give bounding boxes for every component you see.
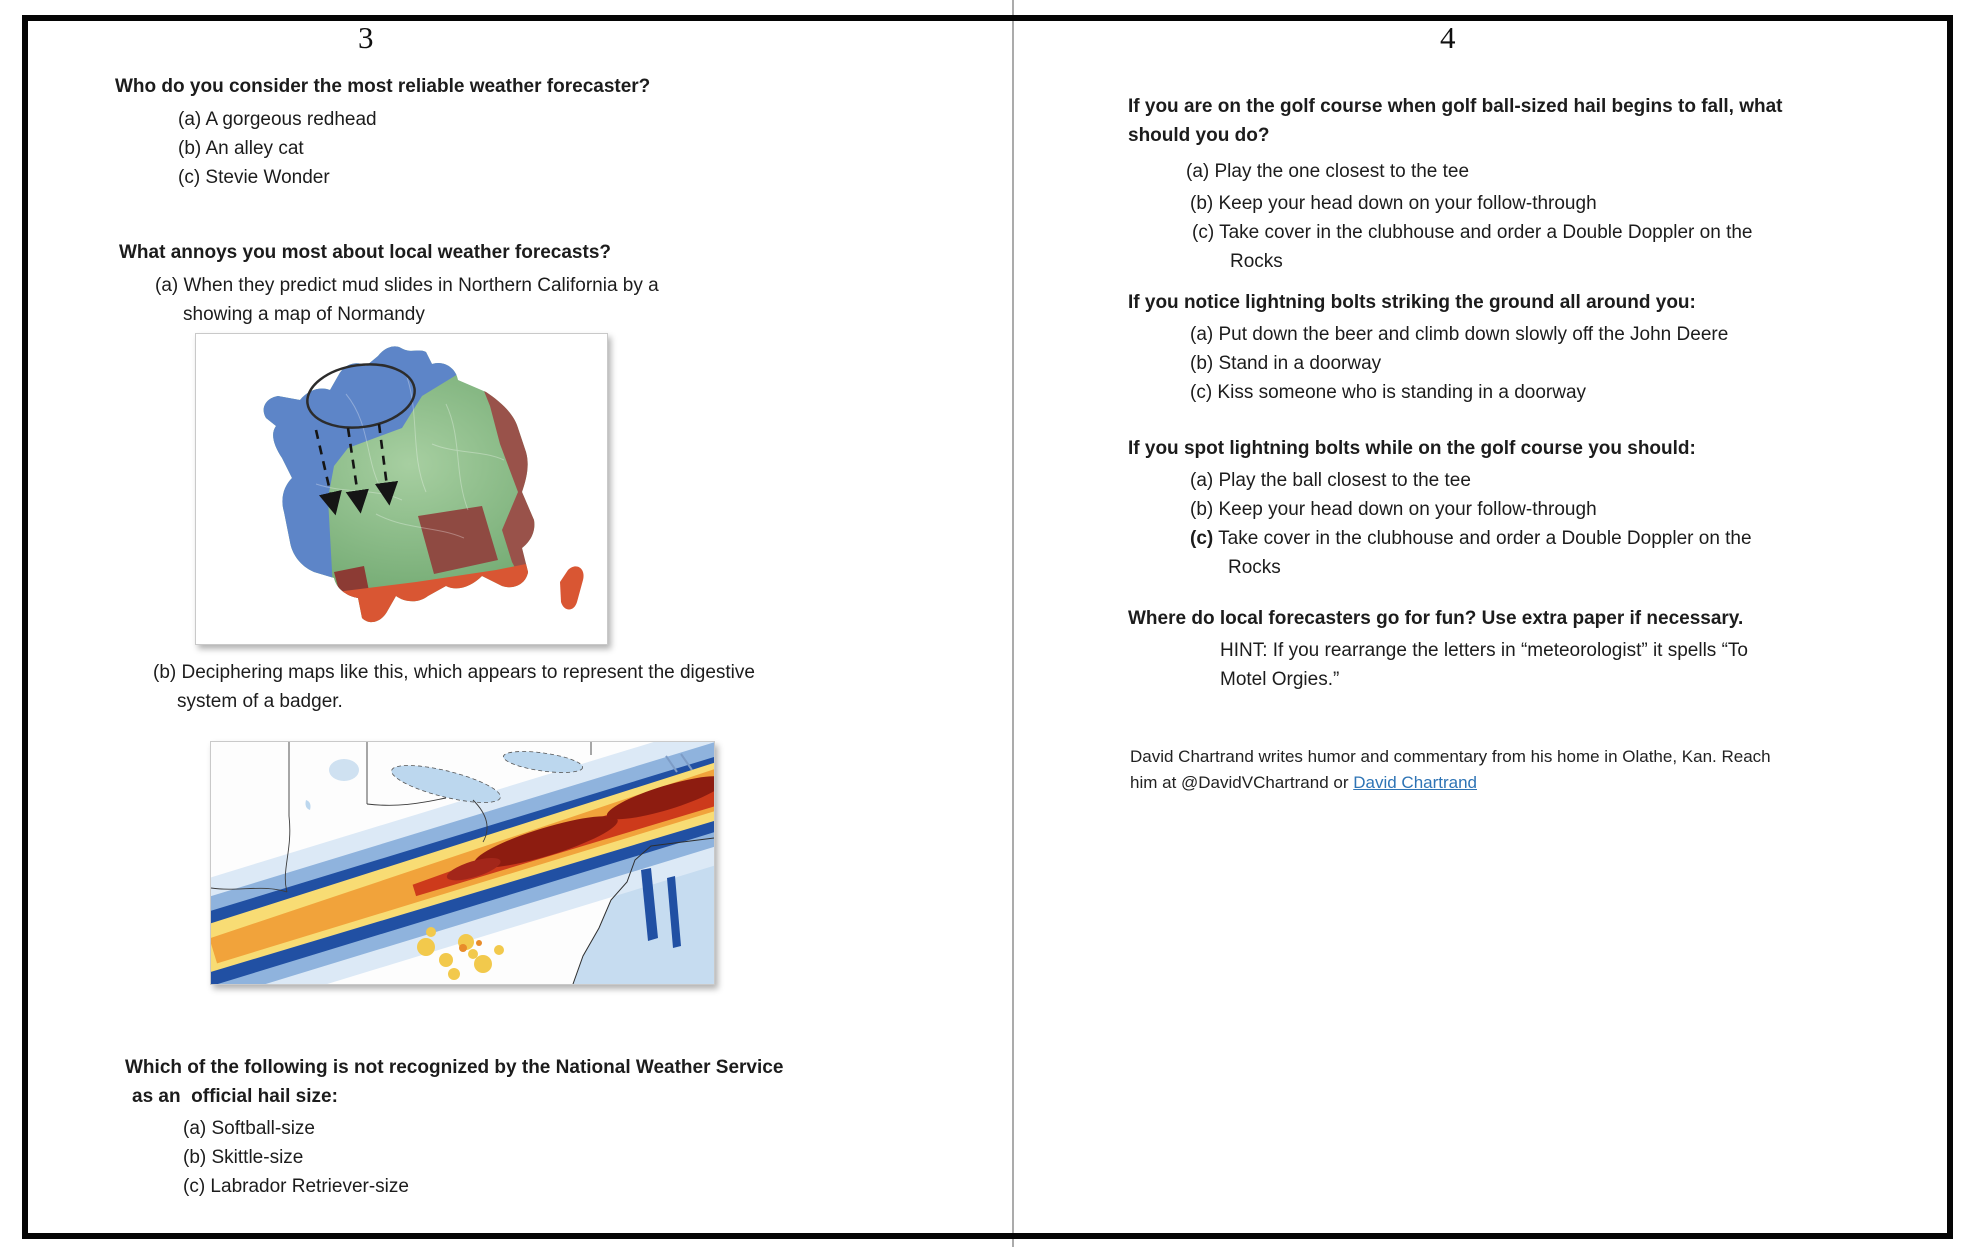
option-text: Take cover in the clubhouse and order a Double Doppler on the [1213, 528, 1752, 549]
question-heading: Which of the following is not recognized by the National Weather Service [125, 1057, 784, 1078]
page-number-left: 3 [358, 20, 374, 55]
option-marker-bold: (c) [1190, 528, 1214, 549]
answer-option: (b) An alley cat [178, 138, 304, 159]
radar-map-figure [210, 741, 715, 985]
france-map [196, 334, 607, 644]
answer-option: (a) A gorgeous redhead [178, 109, 377, 130]
answer-option: (b) Keep your head down on your follow-through [1190, 193, 1597, 214]
answer-option-continuation: Rocks [1230, 251, 1283, 272]
answer-option-continuation: Rocks [1228, 557, 1281, 578]
question-heading: If you are on the golf course when golf ball-sized hail begins to fall, what [1128, 96, 1783, 117]
question-heading: Who do you consider the most reliable weather forecaster? [115, 76, 651, 97]
answer-option: (a) Put down the beer and climb down slowly off the John Deere [1190, 324, 1729, 345]
byline-prefix: him at @DavidVChartrand or [1130, 773, 1354, 792]
byline-text: David Chartrand writes humor and commentary from his home in Olathe, Kan. Reach [1130, 747, 1771, 766]
answer-option: (b) Stand in a doorway [1190, 353, 1382, 374]
page-divider [1012, 0, 1014, 1247]
author-byline [1130, 744, 1771, 796]
question-heading: What annoys you most about local weather forecasts? [119, 242, 611, 263]
question-block-forecaster-fun [1128, 604, 1748, 694]
answer-option: (c) Take cover in the clubhouse and order a Double Doppler on the [1192, 222, 1753, 243]
answer-option: (b) Deciphering maps like this, which appears to represent the digestive [153, 662, 755, 683]
question-block-lightning-golf [1128, 434, 1752, 582]
question-heading: If you spot lightning bolts while on the golf course you should: [1128, 438, 1696, 459]
answer-option [1190, 524, 1752, 553]
author-link[interactable]: David Chartrand [1353, 773, 1478, 792]
option-block-badger [119, 658, 755, 716]
question-heading-continuation: should you do? [1128, 125, 1270, 146]
page-number-right: 4 [1440, 20, 1456, 55]
answer-option: (a) When they predict mud slides in Northern California by a [155, 275, 659, 296]
answer-option: (a) Play the one closest to the tee [1186, 161, 1470, 182]
answer-option-continuation: system of a badger. [177, 691, 343, 712]
radar-map [211, 742, 714, 984]
question-heading-continuation: as an official hail size: [132, 1086, 338, 1107]
question-block-annoys [119, 238, 659, 329]
hint-line: HINT: If you rearrange the letters in “meteorologist” it spells “To [1220, 640, 1748, 661]
hint-line-continuation: Motel Orgies.” [1220, 669, 1340, 690]
answer-option: (b) Skittle-size [183, 1147, 304, 1168]
answer-option: (a) Play the ball closest to the tee [1190, 470, 1471, 491]
answer-option-continuation: showing a map of Normandy [183, 304, 425, 325]
question-block-lightning-ground [1128, 288, 1728, 407]
answer-option: (b) Keep your head down on your follow-through [1190, 499, 1597, 520]
answer-option: (c) Kiss someone who is standing in a doorway [1190, 382, 1587, 403]
question-heading: If you notice lightning bolts striking the ground all around you: [1128, 292, 1696, 313]
france-regions [196, 334, 607, 644]
answer-option: (c) Labrador Retriever-size [183, 1176, 409, 1197]
byline-text-continuation [1130, 770, 1771, 796]
question-block-golf-hail [1128, 92, 1783, 276]
answer-option: (c) Stevie Wonder [178, 167, 330, 188]
question-block-reliable-forecaster [115, 72, 650, 192]
answer-option: (a) Softball-size [183, 1118, 315, 1139]
question-block-hail-size [125, 1053, 783, 1201]
france-map-figure [195, 333, 608, 645]
question-heading: Where do local forecasters go for fun? Use extra paper if necessary. [1128, 608, 1744, 629]
